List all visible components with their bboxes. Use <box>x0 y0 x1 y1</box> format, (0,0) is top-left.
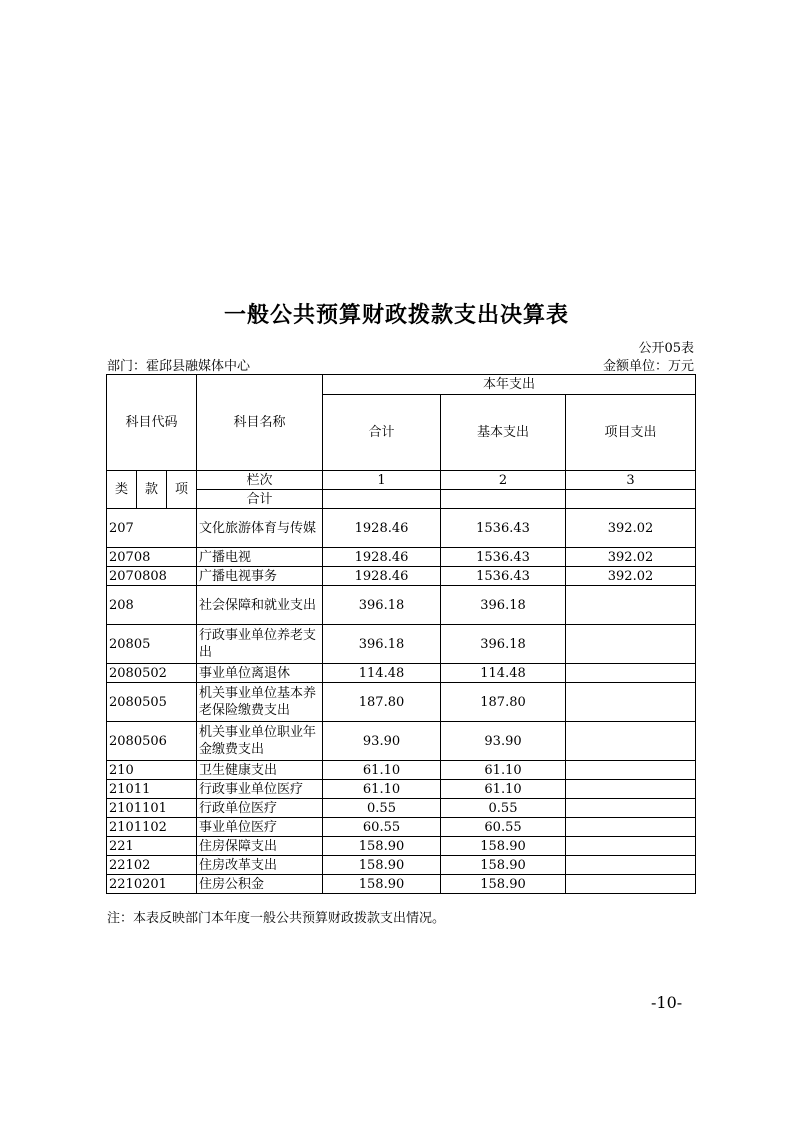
row-basic: 114.48 <box>441 664 566 683</box>
row-name: 住房保障支出 <box>197 837 323 856</box>
row-code: 2080505 <box>107 683 197 722</box>
table-row <box>107 625 696 664</box>
row-name: 事业单位医疗 <box>197 818 323 837</box>
row-code: 2210201 <box>107 875 197 894</box>
row-total: 158.90 <box>323 856 441 875</box>
row-total: 187.80 <box>323 683 441 722</box>
row-project <box>566 780 696 799</box>
row-project <box>566 856 696 875</box>
row-total: 93.90 <box>323 722 441 761</box>
header-column-index: 栏次 <box>197 471 323 490</box>
row-name: 住房改革支出 <box>197 856 323 875</box>
table-row <box>107 548 696 567</box>
table-row <box>107 586 696 625</box>
table-row <box>107 761 696 780</box>
row-project <box>566 664 696 683</box>
row-code: 2101101 <box>107 799 197 818</box>
header-basic: 基本支出 <box>441 395 566 471</box>
row-code: 208 <box>107 586 197 625</box>
table-row <box>107 780 696 799</box>
row-project <box>566 837 696 856</box>
row-total: 60.55 <box>323 818 441 837</box>
row-basic: 396.18 <box>441 586 566 625</box>
row-name: 行政事业单位医疗 <box>197 780 323 799</box>
row-total: 1928.46 <box>323 567 441 586</box>
page-number: -10- <box>651 993 683 1012</box>
header-total: 合计 <box>323 395 441 471</box>
row-total: 114.48 <box>323 664 441 683</box>
table-row <box>107 722 696 761</box>
row-code: 2070808 <box>107 567 197 586</box>
row-project <box>566 875 696 894</box>
header-sum-label: 合计 <box>197 490 323 509</box>
table-row <box>107 567 696 586</box>
row-basic: 187.80 <box>441 683 566 722</box>
row-total: 61.10 <box>323 761 441 780</box>
table-row <box>107 509 696 548</box>
row-code: 22102 <box>107 856 197 875</box>
table-row <box>107 856 696 875</box>
row-total: 158.90 <box>323 875 441 894</box>
row-project: 392.02 <box>566 509 696 548</box>
row-code: 2080502 <box>107 664 197 683</box>
table-row <box>107 818 696 837</box>
form-number: 公开05表 <box>638 341 694 356</box>
table-row <box>107 837 696 856</box>
sum-basic <box>441 490 566 509</box>
row-name: 文化旅游体育与传媒 <box>197 509 323 548</box>
row-name: 广播电视事务 <box>197 567 323 586</box>
row-code: 210 <box>107 761 197 780</box>
row-name: 事业单位离退休 <box>197 664 323 683</box>
row-basic: 396.18 <box>441 625 566 664</box>
row-code: 2080506 <box>107 722 197 761</box>
table-note: 注：本表反映部门本年度一般公共预算财政拨款支出情况。 <box>107 911 446 926</box>
row-code: 20708 <box>107 548 197 567</box>
row-basic: 93.90 <box>441 722 566 761</box>
header-current-year: 本年支出 <box>323 375 696 395</box>
table-row <box>107 875 696 894</box>
row-project: 392.02 <box>566 548 696 567</box>
row-name: 社会保障和就业支出 <box>197 586 323 625</box>
row-code: 21011 <box>107 780 197 799</box>
row-total: 1928.46 <box>323 548 441 567</box>
row-code: 20805 <box>107 625 197 664</box>
row-name: 行政单位医疗 <box>197 799 323 818</box>
row-basic: 60.55 <box>441 818 566 837</box>
table-row <box>107 683 696 722</box>
row-basic: 158.90 <box>441 856 566 875</box>
row-basic: 158.90 <box>441 837 566 856</box>
sum-project <box>566 490 696 509</box>
row-name: 机关事业单位基本养老保险缴费支出 <box>197 683 323 722</box>
row-total: 1928.46 <box>323 509 441 548</box>
row-name: 行政事业单位养老支出 <box>197 625 323 664</box>
expenditure-table <box>106 374 696 894</box>
department-label: 部门：霍邱县融媒体中心 <box>107 359 251 374</box>
header-code: 科目代码 <box>107 375 197 471</box>
header-col3: 3 <box>566 471 696 490</box>
row-name: 机关事业单位职业年金缴费支出 <box>197 722 323 761</box>
row-project <box>566 761 696 780</box>
amount-unit-label: 金额单位：万元 <box>602 359 694 374</box>
row-code: 207 <box>107 509 197 548</box>
page-title: 一般公共预算财政拨款支出决算表 <box>223 302 569 328</box>
header-col2: 2 <box>441 471 566 490</box>
row-basic: 158.90 <box>441 875 566 894</box>
row-total: 396.18 <box>323 586 441 625</box>
row-project <box>566 818 696 837</box>
header-project: 项目支出 <box>566 395 696 471</box>
row-project <box>566 625 696 664</box>
row-basic: 61.10 <box>441 761 566 780</box>
row-project <box>566 799 696 818</box>
row-basic: 61.10 <box>441 780 566 799</box>
header-lei: 类 <box>107 471 137 509</box>
row-total: 158.90 <box>323 837 441 856</box>
table-row <box>107 799 696 818</box>
header-name: 科目名称 <box>197 375 323 471</box>
header-kuan: 款 <box>137 471 167 509</box>
sum-total <box>323 490 441 509</box>
row-total: 61.10 <box>323 780 441 799</box>
header-xiang: 项 <box>167 471 197 509</box>
row-project: 392.02 <box>566 567 696 586</box>
row-total: 396.18 <box>323 625 441 664</box>
row-code: 221 <box>107 837 197 856</box>
row-basic: 1536.43 <box>441 567 566 586</box>
row-project <box>566 683 696 722</box>
row-name: 住房公积金 <box>197 875 323 894</box>
row-basic: 0.55 <box>441 799 566 818</box>
row-basic: 1536.43 <box>441 548 566 567</box>
row-project <box>566 722 696 761</box>
row-project <box>566 586 696 625</box>
row-name: 广播电视 <box>197 548 323 567</box>
row-basic: 1536.43 <box>441 509 566 548</box>
row-code: 2101102 <box>107 818 197 837</box>
row-name: 卫生健康支出 <box>197 761 323 780</box>
header-col1: 1 <box>323 471 441 490</box>
table-row <box>107 664 696 683</box>
row-total: 0.55 <box>323 799 441 818</box>
